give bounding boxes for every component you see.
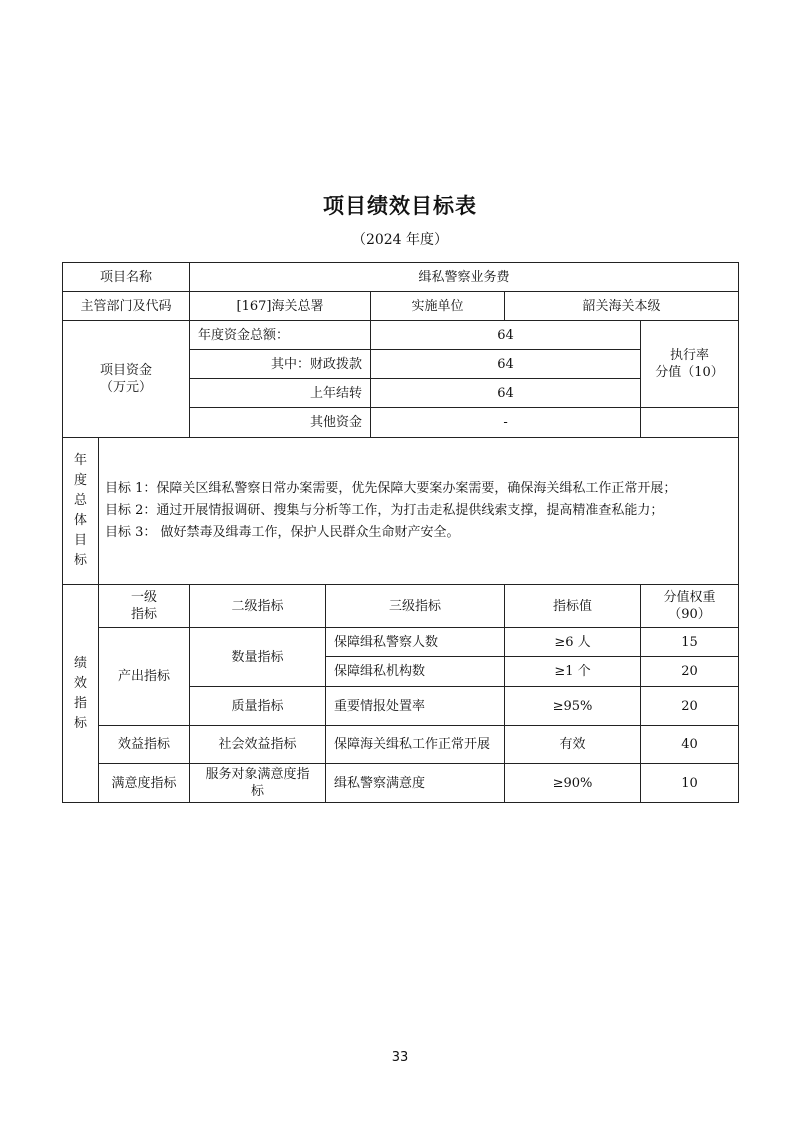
funds-label: 项目资金 （万元） <box>63 321 190 438</box>
header-level3: 三级指标 <box>326 585 505 628</box>
table-row-value: ≥6 人 <box>505 628 641 657</box>
impl-value: 韶关海关本级 <box>505 292 739 321</box>
output-indicator: 产出指标 <box>99 628 190 726</box>
header-weight: 分值权重 （90） <box>641 585 739 628</box>
funds-carryover-value: 64 <box>371 379 641 408</box>
funds-total-label: 年度资金总额： <box>190 321 371 350</box>
performance-table <box>62 262 739 803</box>
header-level2: 二级指标 <box>190 585 326 628</box>
table-row-name: 缉私警察满意度 <box>326 764 505 803</box>
table-row-name: 保障海关缉私工作正常开展 <box>326 726 505 764</box>
table-row-weight: 20 <box>641 687 739 726</box>
page-subtitle: （2024 年度） <box>351 232 449 248</box>
social-benefit-indicator: 社会效益指标 <box>190 726 326 764</box>
benefit-indicator: 效益指标 <box>99 726 190 764</box>
quantity-indicator: 数量指标 <box>190 628 326 687</box>
page-number: 33 <box>391 1050 409 1065</box>
dept-label: 主管部门及代码 <box>63 292 190 321</box>
funds-fiscal-value: 64 <box>371 350 641 379</box>
header-value: 指标值 <box>505 585 641 628</box>
quality-indicator: 质量指标 <box>190 687 326 726</box>
goal-line: 目标 1：保障关区缉私警察日常办案需要，优先保障大要案办案需要，确保海关缉私工作正常开展； <box>105 481 677 496</box>
funds-fiscal-label: 其中：财政拨款 <box>190 350 371 379</box>
project-name-label: 项目名称 <box>63 263 190 292</box>
table-row-name: 重要情报处置率 <box>326 687 505 726</box>
exec-rate-label: 执行率 分值（10） <box>641 321 739 408</box>
project-name-value: 缉私警察业务费 <box>190 263 739 292</box>
funds-total-value: 64 <box>371 321 641 350</box>
goal-line: 目标 2：通过开展情报调研、搜集与分析等工作，为打击走私提供线索支撑，提高精准查私能力； <box>105 503 664 518</box>
table-row-weight: 20 <box>641 657 739 687</box>
page-title: 项目绩效目标表 <box>323 194 477 218</box>
goals-label: 年 度 总 体 目 标 <box>63 438 99 585</box>
table-row-weight: 40 <box>641 726 739 764</box>
header-level1: 一级 指标 <box>99 585 190 628</box>
funds-other-value: - <box>371 408 641 438</box>
impl-label: 实施单位 <box>371 292 505 321</box>
dept-value: [167]海关总署 <box>190 292 371 321</box>
table-row-name: 保障缉私机构数 <box>326 657 505 687</box>
table-row-weight: 10 <box>641 764 739 803</box>
funds-carryover-label: 上年结转 <box>190 379 371 408</box>
funds-other-label: 其他资金 <box>190 408 371 438</box>
table-row-value: ≥95% <box>505 687 641 726</box>
table-row-weight: 15 <box>641 628 739 657</box>
goals-text <box>99 438 739 585</box>
service-satisfaction-indicator: 服务对象满意度指 标 <box>190 764 326 803</box>
satisfaction-indicator: 满意度指标 <box>99 764 190 803</box>
funds-other-blank <box>641 408 739 438</box>
indicators-label: 绩 效 指 标 <box>63 585 99 803</box>
table-row-value: 有效 <box>505 726 641 764</box>
table-row-value: ≥1 个 <box>505 657 641 687</box>
table-row-value: ≥90% <box>505 764 641 803</box>
table-row-name: 保障缉私警察人数 <box>326 628 505 657</box>
goal-line: 目标 3： 做好禁毒及缉毒工作，保护人民群众生命财产安全。 <box>105 525 460 540</box>
